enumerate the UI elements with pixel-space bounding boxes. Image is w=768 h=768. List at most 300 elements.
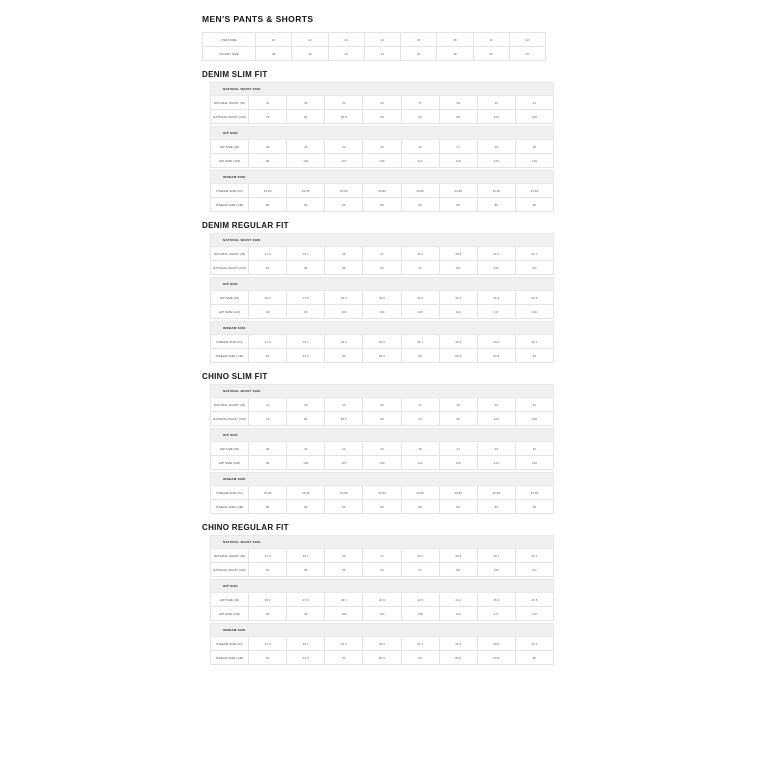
group-header-label: NATURAL WAIST SIZE (211, 234, 554, 247)
table-cell: 40 (292, 47, 328, 61)
table-cell: 35 (325, 549, 363, 563)
row-label: ITEM SIZE (203, 33, 256, 47)
table-cell: 107 (325, 154, 363, 168)
measurement-table (210, 472, 554, 514)
table-cell: 86 (287, 198, 325, 212)
table-cell: 106 (477, 261, 515, 275)
table-cell: 81.5 (287, 349, 325, 363)
table-cell: 114 (401, 456, 439, 470)
table-cell: 81 (249, 651, 287, 665)
group-header-row (211, 580, 554, 593)
table-cell: 94 (401, 110, 439, 124)
table-cell: 119 (515, 305, 553, 319)
table-cell: 86 (249, 198, 287, 212)
table-cell: 31 (249, 96, 287, 110)
table-cell: 33 (287, 398, 325, 412)
table-row (211, 486, 554, 500)
table-cell: 109 (363, 456, 401, 470)
table-cell: 33.86 (287, 184, 325, 198)
table-cell: 98 (439, 110, 477, 124)
table-cell: 36 (401, 33, 437, 47)
table-cell: 32 (292, 33, 328, 47)
table-row (211, 96, 554, 110)
row-label: NATURAL WAIST (CM) (211, 261, 249, 275)
table-cell: 34 (325, 96, 363, 110)
row-label: NATURAL WAIST (CM) (211, 563, 249, 577)
table-cell: 81 (249, 349, 287, 363)
table-cell: 107 (325, 456, 363, 470)
table-cell: 114 (401, 154, 439, 168)
table-cell: 124 (477, 456, 515, 470)
table-cell: 32.5 (363, 637, 401, 651)
table-cell: 108 (515, 412, 553, 426)
table-cell: 119 (515, 607, 553, 621)
table-cell: 32.9 (439, 335, 477, 349)
table-cell: 89 (363, 110, 401, 124)
table-row (211, 563, 554, 577)
table-cell: 104 (477, 110, 515, 124)
table-cell: 86 (439, 198, 477, 212)
table-cell: 86 (287, 500, 325, 514)
row-label: NATURAL WAIST (IN) (211, 398, 249, 412)
table-cell: 48 (437, 47, 473, 61)
group-header-label: NATURAL WAIST SIZE (211, 536, 554, 549)
table-cell: 104 (363, 607, 401, 621)
table-cell: 33.86 (401, 184, 439, 198)
table-cell: 40.7 (515, 247, 553, 261)
table-cell: 83 (401, 651, 439, 665)
table-cell: 40 (477, 398, 515, 412)
table-cell: 82 (325, 349, 363, 363)
section-title: DENIM SLIM FIT (202, 70, 268, 79)
table-cell: 86 (439, 500, 477, 514)
table-cell: 45 (401, 140, 439, 154)
table-cell: 33.1 (515, 335, 553, 349)
measurement-table (210, 277, 554, 319)
table-cell: 111 (515, 563, 553, 577)
table-cell: 84 (515, 349, 553, 363)
table-cell: 112 (439, 607, 477, 621)
group-header-label: INSEAM SIZE (211, 322, 554, 335)
group-header-label: HIP SIZE (211, 429, 554, 442)
section-tables (202, 384, 546, 514)
fit-sections-container (202, 70, 546, 665)
measurement-table (210, 579, 554, 621)
table-row (211, 291, 554, 305)
table-cell: 39.8 (439, 247, 477, 261)
table-cell: 33 (328, 33, 364, 47)
measurement-table (210, 428, 554, 470)
table-row (211, 247, 554, 261)
table-cell: 45 (401, 442, 439, 456)
table-cell: 39 (439, 96, 477, 110)
table-cell: 82.5 (363, 349, 401, 363)
table-cell: 35 (363, 398, 401, 412)
table-cell: 93 (363, 261, 401, 275)
table-cell: 44.1 (439, 291, 477, 305)
table-cell: 33.1 (515, 637, 553, 651)
table-row (211, 198, 554, 212)
table-row (211, 412, 554, 426)
table-cell: 33.86 (515, 486, 553, 500)
table-cell: 100 (325, 305, 363, 319)
table-cell: 119 (439, 154, 477, 168)
table-cell: 96 (287, 305, 325, 319)
table-cell: 34 (364, 33, 400, 47)
row-label: HIP SIZE (CM) (211, 305, 249, 319)
row-label: INSEAM SIZE (IN) (211, 335, 249, 349)
table-cell: 104 (287, 456, 325, 470)
table-cell: 92 (249, 305, 287, 319)
table-cell: 32.3 (325, 637, 363, 651)
table-cell: 111 (515, 261, 553, 275)
table-cell: 32.3 (325, 335, 363, 349)
table-cell: 33.86 (477, 486, 515, 500)
table-row (211, 651, 554, 665)
table-cell: 117 (477, 607, 515, 621)
table-row (211, 335, 554, 349)
table-cell: 83.5 (439, 349, 477, 363)
row-label: NATURAL WAIST (CM) (211, 110, 249, 124)
group-header-row (211, 83, 554, 96)
table-cell: 37 (363, 549, 401, 563)
table-cell: 124 (477, 154, 515, 168)
table-cell: 42 (325, 140, 363, 154)
group-header-label: HIP SIZE (211, 580, 554, 593)
table-cell: 93 (363, 563, 401, 577)
row-label: HIP SIZE (IN) (211, 291, 249, 305)
table-cell: 101 (439, 563, 477, 577)
table-cell: 33.86 (325, 486, 363, 500)
table-cell: 40 (477, 96, 515, 110)
table-cell: 81 (249, 563, 287, 577)
section-title: CHINO SLIM FIT (202, 372, 268, 381)
table-cell: 86 (249, 500, 287, 514)
table-cell: 42 (328, 47, 364, 61)
table-cell: 39.2 (401, 247, 439, 261)
section-tables (202, 535, 546, 665)
table-cell: 41 (515, 96, 553, 110)
table-cell: 39 (439, 398, 477, 412)
table-cell: 40.7 (477, 247, 515, 261)
table-row (211, 456, 554, 470)
row-label: HIP SIZE (CM) (211, 456, 249, 470)
table-cell: 86 (477, 198, 515, 212)
table-cell: 39.4 (325, 291, 363, 305)
table-cell: 89 (325, 261, 363, 275)
table-cell: 40.9 (363, 593, 401, 607)
table-cell: 31.9 (249, 335, 287, 349)
group-header-row (211, 278, 554, 291)
table-cell: 33.0 (477, 637, 515, 651)
table-cell: 32.9 (439, 637, 477, 651)
table-cell: 92 (249, 607, 287, 621)
table-row (211, 349, 554, 363)
table-cell: 79 (249, 110, 287, 124)
table-cell: 44.1 (439, 593, 477, 607)
table-cell: 38 (437, 33, 473, 47)
table-cell: 86.5 (325, 110, 363, 124)
table-cell: 32.1 (287, 335, 325, 349)
table-cell: 34 (325, 398, 363, 412)
table-cell: 39.2 (401, 549, 439, 563)
table-cell: 86 (363, 500, 401, 514)
table-cell: 129 (515, 154, 553, 168)
table-cell: 97 (401, 563, 439, 577)
table-row (211, 140, 554, 154)
table-cell: 39 (249, 442, 287, 456)
table-cell: 84 (287, 412, 325, 426)
table-cell: 82 (325, 651, 363, 665)
group-header-row (211, 473, 554, 486)
table-cell: 31.9 (249, 549, 287, 563)
table-row (203, 33, 546, 47)
table-cell: 33.86 (325, 184, 363, 198)
page-title: MEN'S PANTS & SHORTS (202, 14, 314, 24)
table-row (211, 398, 554, 412)
table-cell: 37 (401, 398, 439, 412)
table-cell: 33.86 (439, 184, 477, 198)
table-cell: 108 (401, 305, 439, 319)
row-label: NATURAL WAIST (CM) (211, 412, 249, 426)
measurement-table (210, 170, 554, 212)
table-cell: 45.2 (477, 291, 515, 305)
table-cell: 32.5 (363, 335, 401, 349)
table-cell: 42.5 (401, 291, 439, 305)
table-cell: 46 (401, 47, 437, 61)
group-header-label: NATURAL WAIST SIZE (211, 83, 554, 96)
table-cell: 38 (256, 47, 292, 61)
table-cell: 30 (256, 33, 292, 47)
table-cell: 42 (325, 442, 363, 456)
table-cell: 44 (364, 47, 400, 61)
table-cell: 32.1 (287, 247, 325, 261)
measurement-table (210, 233, 554, 275)
table-cell: 40.7 (515, 549, 553, 563)
table-cell: 104 (287, 154, 325, 168)
item-size-table (202, 32, 546, 61)
group-header-label: HIP SIZE (211, 127, 554, 140)
table-cell: 89 (325, 563, 363, 577)
table-cell: 47 (439, 140, 477, 154)
section-title: CHINO REGULAR FIT (202, 523, 289, 532)
section-tables (202, 233, 546, 363)
group-header-row (211, 322, 554, 335)
table-cell: 39 (249, 140, 287, 154)
measurement-table (210, 384, 554, 426)
group-header-label: HIP SIZE (211, 278, 554, 291)
table-cell: 31.9 (249, 247, 287, 261)
table-cell: 86 (515, 500, 553, 514)
table-cell: 81 (249, 261, 287, 275)
table-cell: 45.2 (477, 593, 515, 607)
table-cell: 96 (287, 607, 325, 621)
table-cell: 98 (439, 412, 477, 426)
measurement-table (210, 126, 554, 168)
table-cell: 108 (515, 110, 553, 124)
table-cell: 83.8 (477, 349, 515, 363)
group-header-row (211, 385, 554, 398)
table-row (211, 442, 554, 456)
table-row (211, 593, 554, 607)
table-cell: 43 (363, 140, 401, 154)
table-cell: 108 (401, 607, 439, 621)
table-row (211, 500, 554, 514)
table-cell: 32.1 (287, 637, 325, 651)
table-cell: 40.9 (363, 291, 401, 305)
group-header-row (211, 127, 554, 140)
table-row (211, 305, 554, 319)
table-row (211, 110, 554, 124)
table-row (203, 47, 546, 61)
table-cell: 86 (477, 500, 515, 514)
table-cell: 33.86 (363, 184, 401, 198)
group-header-label: INSEAM SIZE (211, 624, 554, 637)
table-cell: 101 (439, 261, 477, 275)
table-cell: 32.7 (401, 637, 439, 651)
table-cell: 49 (477, 442, 515, 456)
top-table-body (203, 33, 546, 61)
table-cell: 51 (515, 140, 553, 154)
table-row (211, 549, 554, 563)
table-cell: 33.86 (401, 486, 439, 500)
measurement-table (210, 82, 554, 124)
table-cell: 33.86 (287, 486, 325, 500)
group-header-row (211, 171, 554, 184)
table-cell: 99 (249, 456, 287, 470)
row-label: HIP SIZE (IN) (211, 442, 249, 456)
row-label: HIP SIZE (CM) (211, 154, 249, 168)
table-row (211, 184, 554, 198)
row-label: INSEAM SIZE (IN) (211, 637, 249, 651)
measurement-table (210, 535, 554, 577)
row-label: JACKET SIZE (203, 47, 256, 61)
table-row (211, 637, 554, 651)
table-cell: 89 (363, 412, 401, 426)
table-row (211, 261, 554, 275)
table-cell: 37.8 (287, 593, 325, 607)
table-cell: 32.1 (287, 549, 325, 563)
table-cell: 33.86 (363, 486, 401, 500)
table-cell: 86.5 (325, 412, 363, 426)
table-cell: 79 (249, 412, 287, 426)
table-cell: 36.2 (249, 291, 287, 305)
table-cell: 31 (249, 398, 287, 412)
table-cell: 99 (249, 154, 287, 168)
table-cell: 37 (401, 96, 439, 110)
group-header-label: INSEAM SIZE (211, 171, 554, 184)
measurement-table (210, 321, 554, 363)
table-cell: 85 (287, 261, 325, 275)
table-cell: 42 (509, 33, 545, 47)
table-cell: 109 (363, 154, 401, 168)
section-title: DENIM REGULAR FIT (202, 221, 289, 230)
table-cell: 40 (473, 33, 509, 47)
group-header-row (211, 234, 554, 247)
table-cell: 106 (477, 563, 515, 577)
group-header-label: NATURAL WAIST SIZE (211, 385, 554, 398)
table-cell: 33.86 (439, 486, 477, 500)
table-cell: 41 (287, 140, 325, 154)
table-cell: 86 (363, 198, 401, 212)
table-cell: 33.0 (477, 335, 515, 349)
table-cell: 36.2 (249, 593, 287, 607)
table-cell: 31.9 (249, 637, 287, 651)
table-cell: 86 (515, 198, 553, 212)
table-cell: 100 (325, 607, 363, 621)
table-cell: 97 (401, 261, 439, 275)
measurement-table (210, 623, 554, 665)
table-cell: 84 (515, 651, 553, 665)
table-cell: 37 (363, 247, 401, 261)
table-cell: 86 (401, 500, 439, 514)
table-row (211, 607, 554, 621)
table-cell: 32.7 (401, 335, 439, 349)
table-cell: 33.86 (515, 184, 553, 198)
table-cell: 52 (509, 47, 545, 61)
row-label: HIP SIZE (IN) (211, 140, 249, 154)
table-cell: 94 (401, 412, 439, 426)
table-cell: 47 (439, 442, 477, 456)
row-label: INSEAM SIZE (CM) (211, 651, 249, 665)
table-cell: 119 (439, 456, 477, 470)
row-label: INSEAM SIZE (CM) (211, 500, 249, 514)
table-cell: 39.8 (439, 549, 477, 563)
row-label: INSEAM SIZE (IN) (211, 184, 249, 198)
row-label: HIP SIZE (IN) (211, 593, 249, 607)
table-cell: 86 (325, 500, 363, 514)
section-tables (202, 82, 546, 212)
row-label: INSEAM SIZE (CM) (211, 349, 249, 363)
table-cell: 129 (515, 456, 553, 470)
row-label: HIP SIZE (CM) (211, 607, 249, 621)
group-header-row (211, 429, 554, 442)
table-cell: 49 (477, 140, 515, 154)
table-cell: 83.5 (439, 651, 477, 665)
table-cell: 104 (363, 305, 401, 319)
table-cell: 46.5 (515, 291, 553, 305)
table-cell: 40.7 (477, 549, 515, 563)
table-cell: 33.86 (477, 184, 515, 198)
table-row (211, 154, 554, 168)
table-cell: 46.5 (515, 593, 553, 607)
table-cell: 112 (439, 305, 477, 319)
table-cell: 33 (287, 96, 325, 110)
row-label: NATURAL WAIST (IN) (211, 96, 249, 110)
table-cell: 41 (515, 398, 553, 412)
group-header-row (211, 624, 554, 637)
table-cell: 84 (287, 110, 325, 124)
row-label: INSEAM SIZE (IN) (211, 486, 249, 500)
group-header-label: INSEAM SIZE (211, 473, 554, 486)
table-cell: 35 (363, 96, 401, 110)
table-cell: 82.5 (363, 651, 401, 665)
group-header-row (211, 536, 554, 549)
table-cell: 86 (325, 198, 363, 212)
table-cell: 50 (473, 47, 509, 61)
table-cell: 104 (477, 412, 515, 426)
table-cell: 39.4 (325, 593, 363, 607)
table-cell: 43 (363, 442, 401, 456)
table-cell: 85 (287, 563, 325, 577)
table-cell: 83.8 (477, 651, 515, 665)
row-label: NATURAL WAIST (IN) (211, 247, 249, 261)
table-cell: 37.8 (287, 291, 325, 305)
table-cell: 117 (477, 305, 515, 319)
table-cell: 41 (287, 442, 325, 456)
table-cell: 83 (401, 349, 439, 363)
table-cell: 86 (401, 198, 439, 212)
